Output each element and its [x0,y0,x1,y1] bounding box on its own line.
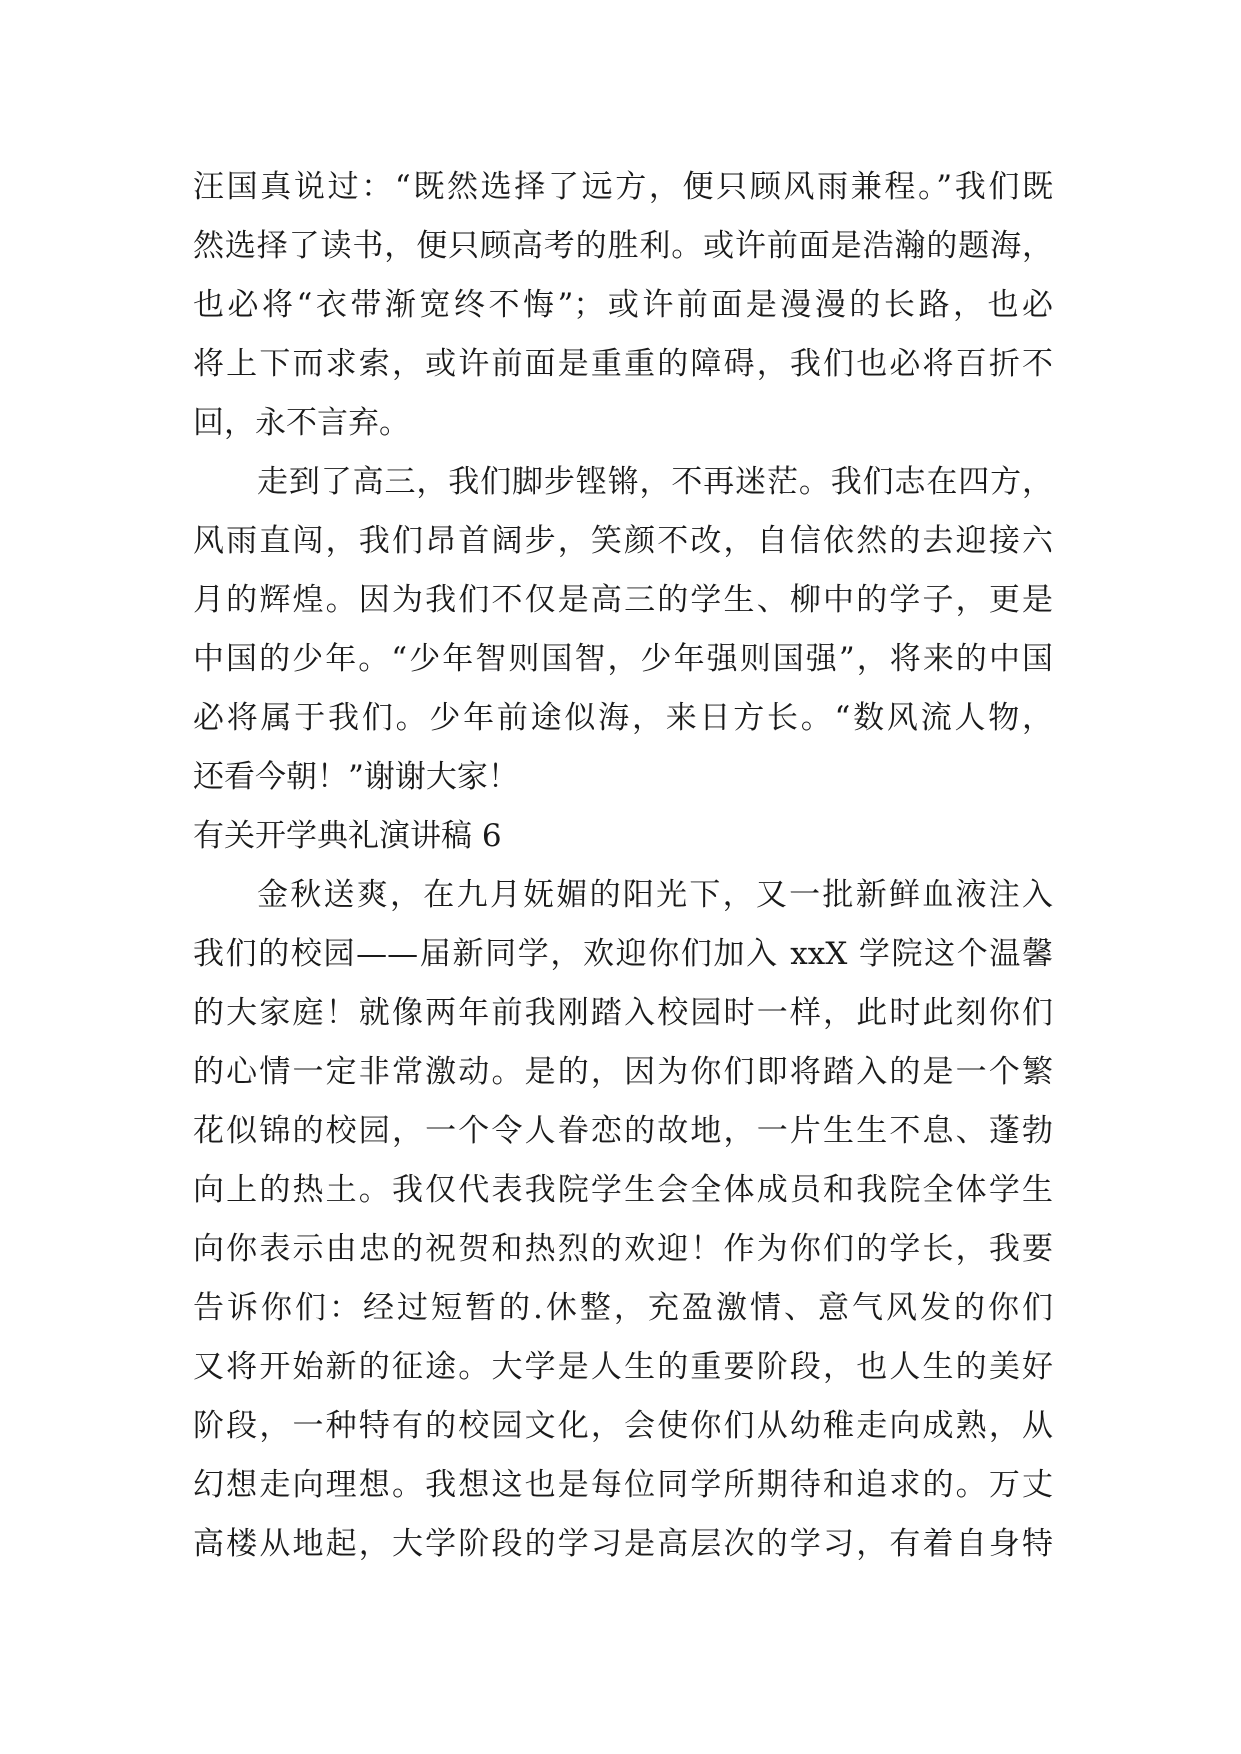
text-line: 告诉你们：经过短暂的.休整，充盈激情、意气风发的你们 [193,1290,1053,1326]
paragraph-2 [193,453,1053,807]
document-body [193,158,1053,1574]
text-line: 金秋送爽，在九月妩媚的阳光下，又一批新鲜血液注入 [257,877,1053,913]
text-line: 中国的少年。“少年智则国智，少年强则国强”，将来的中国 [193,641,1053,677]
text-line: 的心情一定非常激动。是的，因为你们即将踏入的是一个繁 [193,1054,1053,1090]
text-line: 回，永不言弃。 [193,405,410,441]
text-line: 还看今朝！”谢谢大家！ [193,759,519,795]
text-line: 高楼从地起，大学阶段的学习是高层次的学习，有着自身特 [193,1526,1053,1562]
text-line: 也必将“衣带渐宽终不悔”；或许前面是漫漫的长路，也必 [193,287,1053,323]
text-line: 将上下而求索，或许前面是重重的障碍，我们也必将百折不 [193,346,1053,382]
text-line: 阶段，一种特有的校园文化，会使你们从幼稚走向成熟，从 [193,1408,1053,1444]
text-line: 向你表示由忠的祝贺和热烈的欢迎！作为你们的学长，我要 [193,1231,1053,1267]
text-line: 向上的热土。我仅代表我院学生会全体成员和我院全体学生 [193,1172,1053,1208]
paragraph-3 [193,866,1053,1574]
text-line: 我们的校园——届新同学，欢迎你们加入 xxX 学院这个温馨 [193,936,1053,972]
text-line: 风雨直闯，我们昂首阔步，笑颜不改，自信依然的去迎接六 [193,523,1053,559]
section-heading: 有关开学典礼演讲稿 6 [193,818,502,854]
text-line: 必将属于我们。少年前途似海，来日方长。“数风流人物， [193,700,1053,736]
text-line: 汪国真说过：“既然选择了远方，便只顾风雨兼程。”我们既 [193,169,1053,205]
text-line: 走到了高三，我们脚步铿锵，不再迷茫。我们志在四方， [257,464,1053,500]
paragraph-1 [193,158,1053,453]
text-line: 然选择了读书，便只顾高考的胜利。或许前面是浩瀚的题海， [193,228,1053,264]
text-line: 幻想走向理想。我想这也是每位同学所期待和追求的。万丈 [193,1467,1053,1503]
text-line: 花似锦的校园，一个令人眷恋的故地，一片生生不息、蓬勃 [193,1113,1053,1149]
text-line: 的大家庭！就像两年前我刚踏入校园时一样，此时此刻你们 [193,995,1053,1031]
text-line: 又将开始新的征途。大学是人生的重要阶段，也人生的美好 [193,1349,1053,1385]
text-line: 月的辉煌。因为我们不仅是高三的学生、柳中的学子，更是 [193,582,1053,618]
